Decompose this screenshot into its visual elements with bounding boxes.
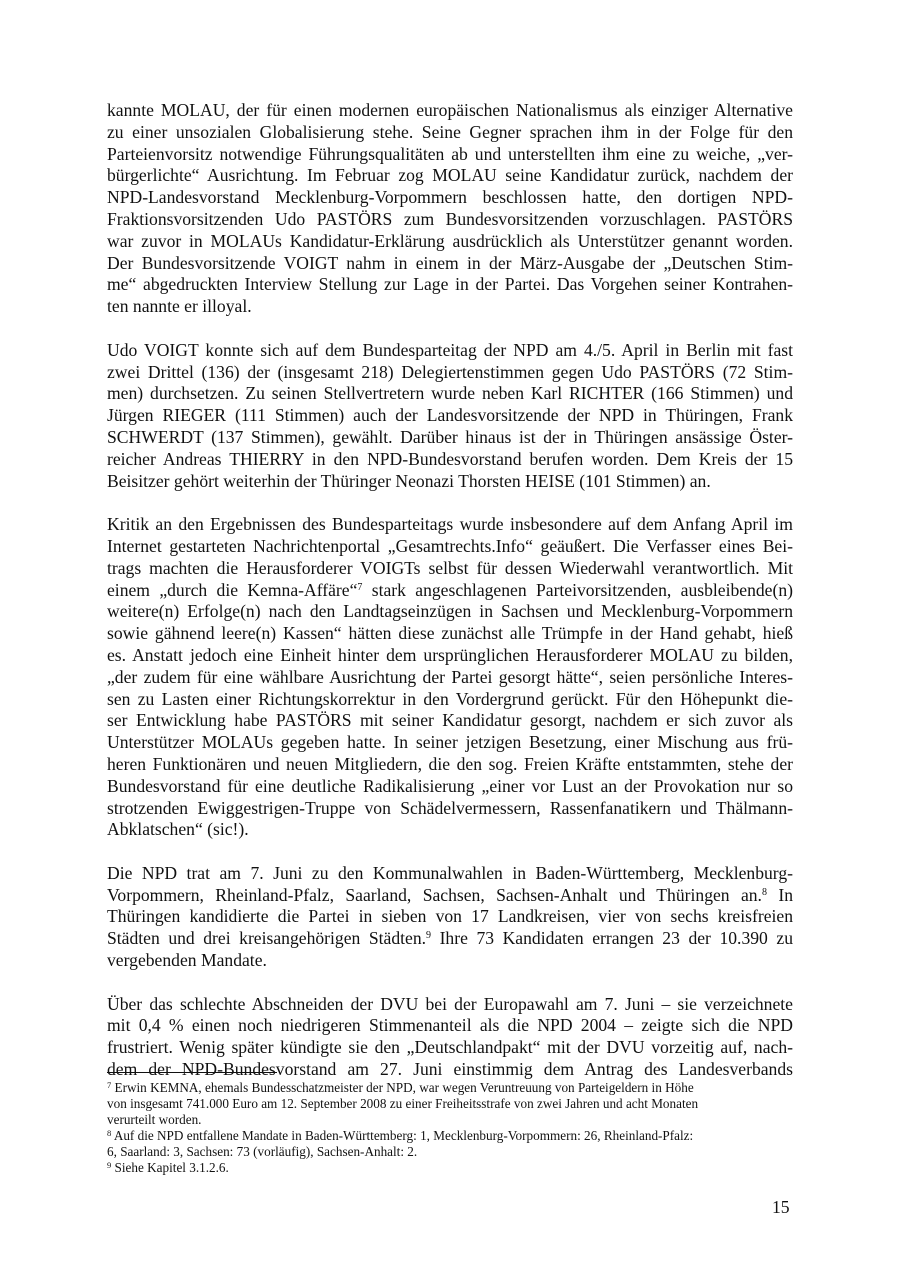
text-line: Städten und drei kreisangehörigen Städten.$^9$ Ihre 73 Kandidaten errangen 23 der 10.390 zu (107, 928, 793, 949)
text-line: „der zudem für eine wählbare Ausrichtung der Partei gesorgt hätte“, seien persönliche Interes- (107, 666, 793, 687)
footnote-text: von insgesamt 741.000 Euro am 12. September 2008 zu einer Freiheitsstrafe von zwei Jahren und acht Monaten (107, 1096, 699, 1112)
footnote-separator (107, 1072, 277, 1073)
footnote-number: 7 (107, 1080, 112, 1090)
footnote-number: 8 (107, 1128, 112, 1139)
text-line: Jürgen RIEGER (111 Stimmen) auch der Landesvorsitzende der NPD in Thüringen, Frank (107, 405, 793, 426)
text-line: war zuvor in MOLAUs Kandidatur-Erklärung ausdrücklich als Unterstützer genannt worden. (107, 230, 793, 251)
footnote-text: Erwin KEMNA, ehemals Bundesschatzmeister der NPD, war wegen Veruntreuung von Parteigeldern in Höhe (111, 1080, 694, 1095)
footnote (107, 1080, 807, 1128)
page-number: 15 (772, 1197, 790, 1217)
text-line: kannte MOLAU, der für einen modernen europäischen Nationalismus als einziger Alternative (107, 100, 793, 120)
footnote-text: verurteilt worden. (107, 1112, 202, 1128)
text-line: Beisitzer gehört weiterhin der Thüringer Neonazi Thorsten HEISE (101 Stimmen) an. (107, 470, 711, 491)
footnote-ref: 9 (426, 930, 432, 942)
text-line: Internet gestarteten Nachrichtenportal „Gesamtrechts.Info“ geäußert. Die Verfasser eines Bei- (107, 535, 793, 556)
footnote-number: 9 (107, 1160, 112, 1171)
text-line: Die NPD trat am 7. Juni zu den Kommunalwahlen in Baden-Württemberg, Mecklenburg- (107, 862, 793, 883)
text-line: Fraktionsvorsitzenden Udo PASTÖRS zum Bundesvorsitzenden vorzuschlagen. PASTÖRS (107, 208, 793, 229)
footnote-text: Siehe Kapitel 3.1.2.6. (111, 1160, 229, 1176)
paragraph (107, 100, 793, 318)
footnote-line (107, 1128, 807, 1144)
text-line: Parteienvorsitz notwendige Führungsqualitäten ab und unterstellten ihm eine zu weiche, „ver- (107, 143, 793, 164)
text-line: einem „durch die Kemna-Affäre“$^7$ stark angeschlagenen Parteivorsitzenden, ausbleibende(n) (107, 579, 793, 600)
text-line: es. Anstatt jedoch eine Einheit hinter dem ursprünglichen Herausforderer MOLAU zu bilden, (107, 644, 793, 665)
text-line: bürgerlichte“ Ausrichtung. Im Februar zog MOLAU seine Kandidatur zurück, nachdem der (107, 165, 793, 186)
footnote (107, 1128, 807, 1160)
paragraph (107, 863, 793, 972)
footnote-text: 6, Saarland: 3, Sachsen: 73 (vorläufig), Sachsen-Anhalt: 2. (107, 1144, 418, 1160)
text-line: Vorpommern, Rheinland-Pfalz, Saarland, Sachsen, Sachsen-Anhalt und Thüringen an.$^8$ In (107, 884, 793, 905)
paragraph (107, 514, 793, 841)
footnotes (107, 1080, 807, 1177)
text-line: strotzenden Ewiggestrigen-Truppe von Schädelvermessern, Rassenfanatikern und Thälmann- (107, 797, 793, 818)
paragraph (107, 340, 793, 493)
body-text (107, 100, 793, 1103)
text-line: Kritik an den Ergebnissen des Bundesparteitags wurde insbesondere auf dem Anfang April im (107, 514, 793, 535)
footnote-line (107, 1144, 807, 1160)
text-line: weitere(n) Erfolge(n) nach den Landtagseinzügen in Sachsen und Mecklenburg-Vorpommern (107, 601, 793, 622)
footnote-line (107, 1096, 807, 1112)
text-line: zwei Drittel (136) der (insgesamt 218) Delegiertenstimmen gegen Udo PASTÖRS (72 Stim- (107, 361, 793, 382)
text-line: Bundesvorstand für eine deutliche Radikalisierung „einer vor Lust an der Provokation nur so (107, 775, 793, 796)
footnote-ref: 8 (761, 886, 767, 898)
text-line: mit 0,4 % einen noch niedrigeren Stimmenanteil als die NPD 2004 – zeigte sich die NPD (107, 1015, 793, 1036)
footnote-line (107, 1080, 807, 1096)
text-line: heren Funktionären und neuen Mitgliedern, die den sog. Freien Kräfte entstammten, stehe der (107, 753, 793, 774)
paragraph (107, 994, 793, 1081)
text-line: vergebenden Mandate. (107, 950, 267, 971)
text-line: Udo VOIGT konnte sich auf dem Bundesparteitag der NPD am 4./5. April in Berlin mit fast (107, 339, 793, 360)
text-line: Abklatschen“ (sic!). (107, 819, 249, 840)
text-line: sowie gähnend leere(n) Kassen“ hätten diese zunächst alle Trümpfe in der Hand gehabt, hieß (107, 623, 793, 644)
text-line: trags machten die Herausforderer VOIGTs selbst für dessen Wiederwahl verantwortlich. Mit (107, 557, 793, 578)
footnote-ref: 7 (357, 581, 363, 593)
text-line: Der Bundesvorsitzende VOIGT nahm in einem in der März-Ausgabe der „Deutschen Stim- (107, 252, 793, 273)
text-line: NPD-Landesvorstand Mecklenburg-Vorpommern beschlossen hatte, den dortigen NPD- (107, 187, 793, 208)
text-line: ten nannte er illoyal. (107, 296, 252, 317)
text-line: Über das schlechte Abschneiden der DVU bei der Europawahl am 7. Juni – sie verzeichnete (107, 993, 793, 1014)
text-line: SCHWERDT (137 Stimmen), gewählt. Darüber hinaus ist der in Thüringen ansässige Öster- (107, 426, 793, 447)
text-line: reicher Andreas THIERRY in den NPD-Bundesvorstand berufen worden. Dem Kreis der 15 (107, 448, 793, 469)
text-line: Unterstützer MOLAUs gegeben hatte. In seiner jetzigen Besetzung, einer Mischung aus frü- (107, 732, 793, 753)
text-line: zu einer unsozialen Globalisierung stehe. Seine Gegner sprachen ihm in der Folge für den (107, 121, 793, 142)
footnote-line (107, 1112, 807, 1128)
footnote (107, 1160, 807, 1176)
footnote-line (107, 1160, 807, 1176)
text-line: dem der NPD-Bundesvorstand am 27. Juni einstimmig dem Antrag des Landesverbands (107, 1059, 793, 1080)
text-line: sen zu Lasten einer Richtungskorrektur in den Vordergrund gerückt. Für den Höhepunkt die- (107, 688, 793, 709)
text-line: frustriert. Wenig später kündigte sie den „Deutschlandpakt“ mit der DVU vorzeitig auf, nach- (107, 1037, 793, 1058)
footnote-text: Auf die NPD entfallene Mandate in Baden-Württemberg: 1, Mecklenburg-Vorpommern: 26, Rheinland-Pfalz: (111, 1128, 694, 1144)
text-line: Thüringen kandidierte die Partei in sieben von 17 Landkreisen, vier von sechs kreisfreien (107, 906, 793, 927)
text-line: ser Entwicklung habe PASTÖRS mit seiner Kandidatur gesorgt, nachdem er sich zuvor als (107, 710, 793, 731)
text-line: me“ abgedruckten Interview Stellung zur Lage in der Partei. Das Vorgehen seiner Kontrahen- (107, 274, 793, 295)
text-line: men) durchsetzen. Zu seinen Stellvertretern wurde neben Karl RICHTER (166 Stimmen) und (107, 383, 793, 404)
